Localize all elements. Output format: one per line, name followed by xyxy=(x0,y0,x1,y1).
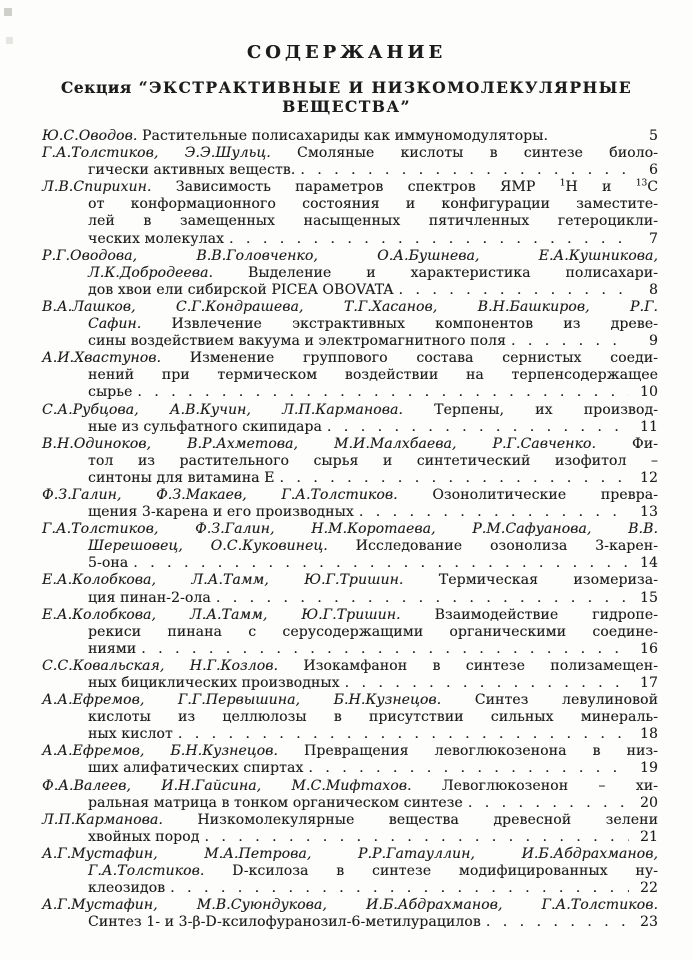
page-title: СОДЕРЖАНИЕ xyxy=(246,42,447,63)
dot-leader xyxy=(204,829,629,846)
toc-line xyxy=(42,572,658,589)
entry-title-text: хвойных пород xyxy=(88,828,200,845)
entry-title-text: D-ксилоза в синтезе модифицированных ну- xyxy=(204,863,658,880)
toc-entry xyxy=(42,350,658,401)
entry-title-text: ниями xyxy=(88,640,137,657)
entry-title-text: сырье xyxy=(88,384,133,401)
scan-artifact xyxy=(6,37,13,44)
scan-artifact xyxy=(4,8,12,16)
section-title-line2: ВЕЩЕСТВА” xyxy=(282,97,411,116)
toc-entry xyxy=(42,299,658,350)
toc-line xyxy=(42,778,658,795)
page-number: 18 xyxy=(639,726,658,743)
entry-title-text: Левоглюкозенон – хи- xyxy=(411,777,659,794)
dot-leader xyxy=(486,914,629,931)
dot-leader xyxy=(141,641,629,658)
toc-line xyxy=(42,333,658,350)
toc-line xyxy=(42,384,658,401)
entry-authors: А.Г.Мустафин, М.В.Суюндукова, И.Б.Абдрахманов, Г.А.Толстиков. xyxy=(42,897,658,914)
entry-title-text: гически активных веществ. xyxy=(88,162,296,179)
page-number: 11 xyxy=(639,418,658,435)
toc-line xyxy=(42,299,658,316)
toc-line xyxy=(42,231,658,248)
entry-title-text: ших алифатических спиртах xyxy=(88,760,304,777)
toc-line xyxy=(42,179,658,196)
entry-authors: Л.П.Карманова. xyxy=(42,811,163,828)
entry-authors: Р.Г.Оводова, В.В.Головченко, О.А.Бушнева, Е.А.Кушникова, xyxy=(42,247,658,264)
entry-title-text: ция пинан-2-ола xyxy=(88,589,211,606)
entry-title-text: лей в замещенных насыщенных пятичленных гетероцикли- xyxy=(88,213,658,230)
entry-authors: Л.К.Добродеева. xyxy=(88,264,214,281)
entry-title-text: дов хвои ели сибирской PICEA OBOVATA xyxy=(88,281,394,298)
entry-title-text: 5-она xyxy=(88,555,129,572)
page-number: 6 xyxy=(648,162,658,179)
toc-line xyxy=(42,128,658,145)
toc-line xyxy=(42,538,658,555)
entry-authors: А.Г.Мустафин, М.А.Петрова, Р.Р.Гатауллин, И.Б.Абдрахманов, xyxy=(42,845,658,862)
toc-entry xyxy=(42,402,658,436)
page-number: 16 xyxy=(639,640,658,657)
toc-line xyxy=(42,590,658,607)
toc-entry xyxy=(42,248,658,299)
page-number: 21 xyxy=(639,828,658,845)
entry-authors: Г.А.Толстиков, Ф.З.Галин, Н.М.Коротаева, Р.М.Сафуанова, В.В. xyxy=(42,521,658,538)
toc-line xyxy=(42,812,658,829)
toc-line xyxy=(42,726,658,743)
toc-line xyxy=(42,760,658,777)
toc-entry xyxy=(42,487,658,521)
entry-authors: В.Н.Одиноков, В.Р.Ахметова, М.И.Малхбаева, Р.Г.Савченко. xyxy=(42,435,597,452)
section-heading xyxy=(0,78,693,116)
toc-line xyxy=(42,487,658,504)
entry-authors: С.А.Рубцова, А.В.Кучин, Л.П.Карманова. xyxy=(42,401,403,418)
toc-line xyxy=(42,145,658,162)
toc-entry xyxy=(42,846,658,897)
dot-leader xyxy=(345,675,629,692)
toc-line xyxy=(42,248,658,265)
toc-line xyxy=(42,453,658,470)
entry-title-text: Озонолитические превра- xyxy=(397,486,658,503)
toc-entry xyxy=(42,658,658,692)
toc-line xyxy=(42,692,658,709)
toc-line xyxy=(42,419,658,436)
section-title-line1: “ЭКСТРАКТИВНЫЕ И НИЗКОМОЛЕКУЛЯРНЫЕ xyxy=(138,78,633,97)
entry-title-text: Фи- xyxy=(596,435,658,452)
page-number: 14 xyxy=(639,555,658,572)
toc-line xyxy=(42,402,658,419)
dot-leader xyxy=(229,231,629,248)
dot-leader xyxy=(170,880,629,897)
toc-line xyxy=(42,316,658,333)
entry-title-text: щения 3-карена и его производных xyxy=(88,504,354,521)
entry-title-text: ных бициклических производных xyxy=(88,675,340,691)
dot-leader xyxy=(137,384,629,401)
toc-line xyxy=(42,743,658,760)
toc-line xyxy=(42,367,658,384)
toc-line xyxy=(42,709,658,726)
toc-line xyxy=(42,880,658,897)
toc-line xyxy=(42,504,658,521)
entry-title-text: ные из сульфатного скипидара xyxy=(88,418,322,435)
toc-entry xyxy=(42,128,658,145)
entry-title-text: С xyxy=(647,179,659,196)
entry-title-text: Растительные полисахариды как иммуномодуляторы. xyxy=(137,128,549,144)
entry-title-text: Термическая изомериза- xyxy=(403,572,658,589)
entry-title-text: Зависимость параметров спектров ЯМР xyxy=(151,179,560,196)
toc-line xyxy=(42,196,658,213)
toc-entry xyxy=(42,179,658,247)
page-number: 5 xyxy=(648,128,658,144)
toc-line xyxy=(42,795,658,812)
entry-title-text: Извлечение экстрактивных компонентов из древе- xyxy=(141,316,658,333)
dot-leader xyxy=(511,333,629,350)
entry-title-text: Низкомолекулярные вещества древесной зелени xyxy=(162,811,658,828)
dot-leader xyxy=(279,470,629,487)
dot-leader xyxy=(399,282,629,299)
entry-authors: Шерешовец, О.С.Куковинец. xyxy=(88,538,328,555)
entry-title-text: 1 xyxy=(559,178,566,189)
entry-authors: Г.А.Толстиков, Э.Э.Шульц. xyxy=(42,145,271,162)
entry-title-text: ных кислот xyxy=(88,726,173,743)
toc-entry xyxy=(42,436,658,487)
entry-title-text: сины воздействием вакуума и электромагнитного поля xyxy=(88,333,506,350)
entry-title-text: Изокамфанон в синтезе полизамещен- xyxy=(278,657,658,674)
entry-authors: Ф.З.Галин, Ф.З.Макаев, Г.А.Толстиков. xyxy=(42,486,398,503)
toc-line xyxy=(42,897,658,914)
page-number: 7 xyxy=(648,230,658,247)
dot-leader xyxy=(359,504,629,521)
toc-entry xyxy=(42,607,658,658)
toc-line xyxy=(42,282,658,299)
page-number: 20 xyxy=(639,794,658,811)
page-number: 17 xyxy=(639,675,658,691)
dot-leader xyxy=(468,795,629,812)
entry-title-text: Выделение и характеристика полисахари- xyxy=(213,264,658,281)
dot-leader xyxy=(216,590,629,607)
toc-entry xyxy=(42,743,658,777)
toc-line xyxy=(42,846,658,863)
toc-line xyxy=(42,265,658,282)
toc-line xyxy=(42,624,658,641)
entry-title-text: Терпены, их производ- xyxy=(402,401,658,418)
entry-title-text: Исследование озонолиза 3-карен- xyxy=(327,538,658,555)
toc-entry xyxy=(42,812,658,846)
toc-entry xyxy=(42,778,658,812)
toc-line xyxy=(42,350,658,367)
entry-title-text: Н и xyxy=(565,179,636,196)
page-number: 22 xyxy=(639,880,658,897)
entry-title-text: 13 xyxy=(635,178,648,189)
toc-entry xyxy=(42,897,658,931)
section-heading-line1 xyxy=(0,78,693,97)
entry-title-text: Превращения левоглюкозенона в низ- xyxy=(277,743,658,760)
toc-line xyxy=(42,521,658,538)
entry-authors: Г.А.Толстиков. xyxy=(88,863,205,880)
entry-authors: А.А.Ефремов, Б.Н.Кузнецов. xyxy=(42,743,278,760)
toc-line xyxy=(42,470,658,487)
page-number: 9 xyxy=(648,333,658,350)
entry-title-text: ральная матрица в тонком органическом синтезе xyxy=(88,794,463,811)
toc-line xyxy=(42,829,658,846)
entry-title-text: клеозидов xyxy=(88,880,166,897)
toc-entry xyxy=(42,572,658,606)
dot-leader xyxy=(178,726,629,743)
entry-title-text: тол из растительного сырья и синтетический изофитол – xyxy=(88,452,658,469)
entry-title-text: Смоляные кислоты в синтезе биоло- xyxy=(270,145,659,162)
entry-title-text: ческих молекулах xyxy=(88,230,225,247)
entry-authors: Ю.С.Оводов. xyxy=(42,128,138,144)
entry-title-text: Взаимодействие гидропе- xyxy=(400,606,658,623)
entry-authors: С.С.Ковальская, Н.Г.Козлов. xyxy=(42,657,279,674)
page-number: 10 xyxy=(639,384,658,401)
toc-entry xyxy=(42,692,658,743)
page-number: 8 xyxy=(648,281,658,298)
entry-title-text: рекиси пинана с серусодержащими органическими соедине- xyxy=(88,623,658,640)
page-number: 15 xyxy=(639,589,658,606)
toc-entry xyxy=(42,521,658,572)
entry-authors: Л.В.Спирихин. xyxy=(42,179,152,196)
toc-line xyxy=(42,436,658,453)
entry-authors: А.А.Ефремов, Г.Г.Первышина, Б.Н.Кузнецов. xyxy=(42,692,442,709)
dot-leader xyxy=(327,419,629,436)
entry-title-text: Синтез левулиновой xyxy=(441,692,658,709)
dot-leader xyxy=(300,162,629,179)
dot-leader xyxy=(133,555,629,572)
toc-line xyxy=(42,213,658,230)
page-number: 23 xyxy=(639,914,658,931)
toc-line xyxy=(42,658,658,675)
page-number: 12 xyxy=(639,469,658,486)
section-prefix: Секция xyxy=(60,78,132,97)
page-number: 19 xyxy=(639,760,658,777)
entry-title-text: от конформационного состояния и конфигурации заместите- xyxy=(88,196,658,213)
entry-authors: Е.А.Колобкова, Л.А.Тамм, Ю.Г.Тришин. xyxy=(42,572,404,589)
toc-line xyxy=(42,555,658,572)
toc-line xyxy=(42,675,658,692)
entry-title-text: Изменение группового состава сернистых соеди- xyxy=(161,350,658,367)
entry-title-text: Синтез 1- и 3-β-D-ксилофуранозил-6-метилурацилов xyxy=(88,914,481,931)
entry-authors: В.А.Лашков, С.Г.Кондрашева, Т.Г.Хасанов, В.Н.Башкиров, Р.Г. xyxy=(42,298,658,315)
toc-line xyxy=(42,863,658,880)
entry-title-text: синтоны для витамина Е xyxy=(88,469,275,486)
entry-title-text: кислоты из целлюлозы в присутствии сильных минераль- xyxy=(88,709,658,726)
entry-authors: А.И.Хвастунов. xyxy=(42,350,162,367)
entry-authors: Сафин. xyxy=(88,316,142,333)
entry-authors: Е.А.Колобкова, Л.А.Тамм, Ю.Г.Тришин. xyxy=(42,606,401,623)
page-number: 13 xyxy=(639,504,658,521)
toc-line xyxy=(42,607,658,624)
toc-list xyxy=(42,128,658,931)
toc-line xyxy=(42,162,658,179)
toc-line xyxy=(42,914,658,931)
entry-title-text: нений при термическом воздействии на терпенсодержащее xyxy=(88,367,658,384)
toc-line xyxy=(42,641,658,658)
toc-entry xyxy=(42,145,658,179)
entry-authors: Ф.А.Валеев, И.Н.Гайсина, М.С.Мифтахов. xyxy=(42,777,412,794)
dot-leader xyxy=(308,760,629,777)
